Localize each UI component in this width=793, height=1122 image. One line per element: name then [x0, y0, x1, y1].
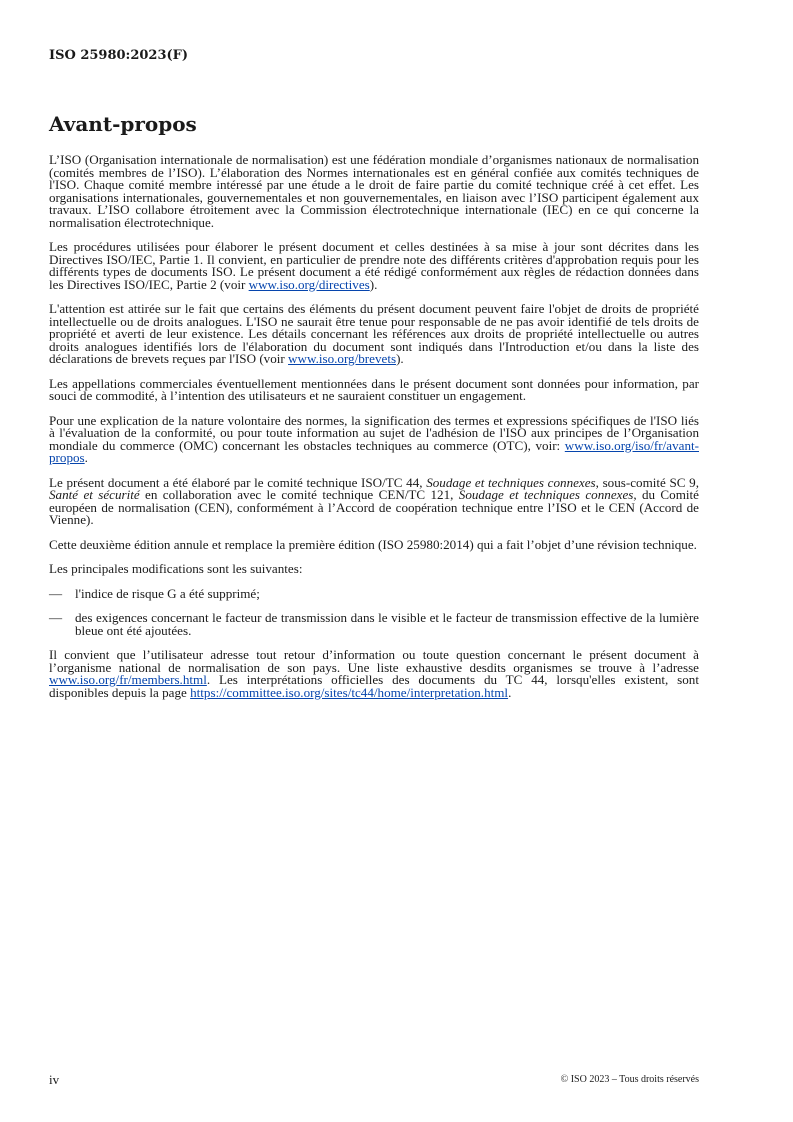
page-title: Avant-propos	[49, 112, 197, 136]
committee-title: Soudage et techniques connexes	[426, 474, 596, 490]
paragraph-text: L'attention est attirée sur le fait que certains des éléments du présent document peuvent faire l'objet de droits de propriété intellectuelle ou de droits analogues. L'ISO ne saurait être tenue pour responsable de ne pas avoir identifié de tels droits de propriété et averti de leur existence. Les détails concernant les références aux droits de propriété intellectuelle ou autres droits analogues identifiés lors de l'élaboration du document sont indiqués dans l'Introduction et/ou dans la liste des déclarations de brevets reçues par l'ISO (voir	[49, 301, 699, 366]
paragraph-text: Le présent document a été élaboré par le comité technique ISO/TC 44,	[49, 474, 427, 490]
foreword-body	[49, 154, 699, 711]
paragraph-text: Il convient que l’utilisateur adresse tout retour d’information ou toute question concernant le présent document à l’organisme national de normalisation de son pays. Une liste exhaustive desdits organismes se trouve à l’adresse	[49, 647, 699, 675]
paragraph-text: , du Comité européen de normalisation (CEN), conformément à l’Accord de coopération technique entre l’ISO et le CEN (Accord de Vienne).	[49, 487, 699, 527]
paragraph-changes-intro: Les principales modifications sont les suivantes:	[49, 561, 303, 576]
members-link[interactable]: www.iso.org/fr/members.html	[49, 672, 207, 687]
subcommittee-title: Santé et sécurité	[49, 487, 140, 502]
paragraph-procedures	[49, 241, 699, 291]
paragraph-iso-intro: L’ISO (Organisation internationale de normalisation) est une fédération mondiale d’organismes nationaux de normalisation (comités membres de l’ISO). L’élaboration des Normes internationales est en général confiée aux comités techniques de l'ISO. Chaque comité membre intéressé par une étude a le droit de faire partie du comité technique créé à cet effet. Les organisations internationales, gouvernementales et non gouvernementales, en liaison avec l’ISO participent également aux travaux. L’ISO collabore étroitement avec la Commission électrotechnique internationale (IEC) en ce qui concerne la normalisation électrotechnique.	[49, 152, 699, 230]
paragraph-text: en collaboration avec le comité technique CEN/TC 121,	[139, 487, 459, 502]
directives-link[interactable]: www.iso.org/directives	[248, 276, 370, 292]
paragraph-patents	[49, 303, 699, 366]
paragraph-end: .	[508, 684, 512, 700]
paragraph-voluntary-nature	[49, 412, 699, 465]
paragraph-text: Pour une explication de la nature volontaire des normes, la signification des termes et expressions spécifiques de l'ISO liés à l'évaluation de la conformité, ou pour toute information au sujet de l'adhésion de l'ISO aux principes de l’Organisation mondiale du commerce (OMC) concernant les obstacles techniques au commerce (OTC), voir:	[49, 412, 699, 453]
paragraph-text: Les procédures utilisées pour élaborer le présent document et celles destinées à sa mise à jour sont décrites dans les Directives ISO/IEC, Partie 1. Il convient, en particulier de prendre note des différents critères d'approbation requis pour les différents types de documents ISO. Le présent document a été rédigé conformément aux règles de rédaction données dans les Directives ISO/IEC, Partie 2 (voir	[49, 239, 699, 292]
list-dash: —	[49, 585, 63, 601]
page-number: iv	[49, 1072, 60, 1087]
cen-committee-title: Soudage et techniques connexes	[458, 487, 634, 502]
paragraph-text: , sous-comité SC 9,	[595, 474, 699, 490]
paragraph-end: ).	[396, 351, 404, 366]
foreword-link[interactable]: www.iso.org/iso/fr/avant-propos	[49, 437, 699, 465]
paragraph-text: . Les interprétations officielles des documents du TC 44, lorsqu'elles existent, sont disponibles depuis la page	[49, 672, 699, 700]
list-item-text: des exigences concernant le facteur de transmission dans le visible et le facteur de transmission effective de la lumière bleue ont été ajoutées.	[75, 610, 699, 638]
interpretation-link[interactable]: https://committee.iso.org/sites/tc44/home/interpretation.html	[190, 684, 509, 700]
paragraph-feedback	[49, 649, 699, 699]
list-item-text: l'indice de risque G a été supprimé;	[75, 585, 260, 601]
paragraph-edition: Cette deuxième édition annule et remplace la première édition (ISO 25980:2014) qui a fait l’objet d’une révision technique.	[49, 536, 697, 552]
paragraph-end: .	[84, 450, 88, 465]
list-item	[49, 585, 699, 601]
paragraph-trade-names: Les appellations commerciales éventuellement mentionnées dans le présent document sont données pour information, par souci de commodité, à l’intention des utilisateurs et ne sauraient constituer un engagement.	[49, 375, 699, 403]
copyright-notice: © ISO 2023 – Tous droits réservés	[560, 1074, 699, 1085]
paragraph-committee	[49, 474, 699, 527]
list-dash: —	[49, 610, 63, 625]
document-code: ISO 25980:2023(F)	[49, 48, 189, 63]
patents-link[interactable]: www.iso.org/brevets	[288, 351, 397, 366]
list-item	[49, 612, 699, 637]
paragraph-end: ).	[369, 276, 378, 292]
